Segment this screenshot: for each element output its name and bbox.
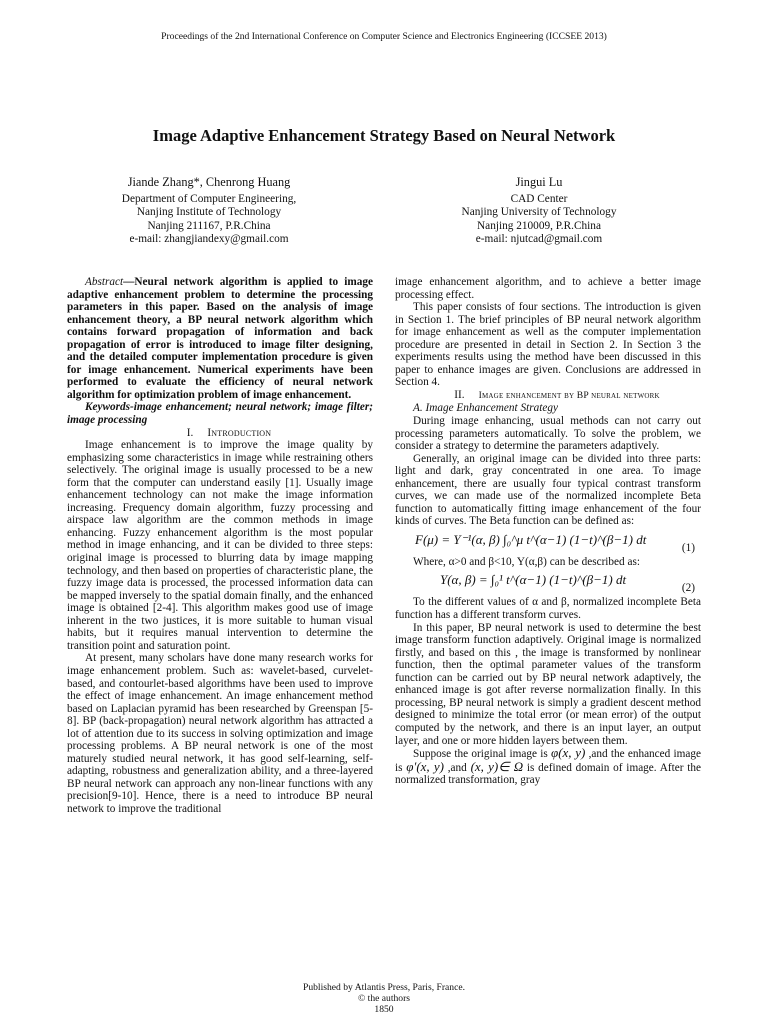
paragraph: To the different values of α and β, normalized incomplete Beta function has a different transform curves. (395, 596, 701, 622)
section-heading (67, 427, 373, 440)
paragraph: image enhancement algorithm, and to achieve a better image processing effect. (395, 276, 701, 301)
equation-expression: Υ(α, β) = ∫₀¹ t^(α−1) (1−t)^(β−1) dt (440, 572, 627, 588)
paragraph: In this paper, BP neural network is used to determine the best image transform function adaptively. Original image is normalized firstly, and based on this , the image is transformed by nonlinear function, then the optimal parameter values of the transform function can be carried out by BP neural network adaptively, the enhanced image is got after reverse normalization finally. In this processing, BP neural network is simply a gradient descent method designed to minimize the total error (or mean error) of the output computed by the network, and there is an input layer, an output layer, and one or more hidden layers between them. (395, 621, 701, 747)
equation-number: (2) (681, 582, 695, 595)
paragraph: During image enhancing, usual methods can not carry out processing parameters automatically. To solve the problem, we consider a strategy to determine the parameters adaptively. (395, 415, 701, 453)
abstract-text: —Neural network algorithm is applied to image adaptive enhancement problem to determine the processing parameters in this paper. Based on the analysis of image enhancement theory, a BP neural network algorithm which contains forward propagation of information and back propagation of error is introduced to image filter designing, and the detailed computer implementation procedure is given for image enhancement. Numerical experiments have been performed to evaluate the efficiency of neural network algorithm for optimization problem of image enhancement. (67, 276, 373, 401)
author-block-1 (90, 176, 328, 247)
paragraph: At present, many scholars have done many research works for image enhancement problem. Such as: wavelet-based, curvelet-based, and contourlet-based algorithms have been used to improve the effect of image enhancement. An image enhancement method based on Laplacian pyramid has been researched by Greenspan [5-8]. BP (back-propagation) neural network algorithm has attracted a lot of attention due to its success in solving optimization and image processing problems. A BP neural network is one of the most maturely studied neural network, it has good self-learning, self-adapting, robustness and generalization ability, and a three-layered BP neural network can approach any non-linear functions with any precision[9-10]. Hence, there is a need to introduce BP neural network to improve the traditional (67, 652, 373, 815)
math-domain: (x, y)∈ Ω (470, 758, 524, 774)
author-addr: Nanjing 210009, P.R.China (477, 219, 601, 232)
text-run: ,and the enhanced image is (395, 748, 702, 774)
author-inst: Nanjing Institute of Technology (136, 206, 282, 219)
author-name: Jingui Lu (515, 175, 563, 189)
left-column (67, 276, 373, 816)
author-inst: Nanjing University of Technology (461, 206, 617, 219)
author-addr: Nanjing 211167, P.R.China (147, 219, 271, 232)
section-title: Introduction (207, 426, 272, 439)
section-number: II. (454, 388, 465, 401)
abstract (67, 276, 373, 401)
author-email: e-mail: njutcad@gmail.com (475, 233, 603, 246)
equation-2 (395, 572, 701, 595)
author-block-2 (430, 176, 648, 247)
page-footer (0, 983, 768, 1015)
math-phi: φ(x, y) (551, 745, 586, 761)
paragraph: Generally, an original image can be divided into three parts: light and dark, gray concentrated in one area. To image enhancement, there are usually four typical contrast transform curves, we can made use of the normalized incomplete Beta function to automatically fitting image enhancement of the four kinds of curves. The Beta function can be defined as: (395, 452, 701, 528)
text-run: ,and (447, 761, 467, 774)
section-title: Image enhancement by BP neural network (478, 389, 660, 401)
publisher-line: Published by Atlantis Press, Paris, France. (302, 982, 466, 993)
author-dept: CAD Center (510, 192, 568, 205)
equation-expression: F(μ) = Υ⁻¹(α, β) ∫₀^μ t^(α−1) (1−t)^(β−1) dt (415, 531, 647, 547)
equation-number: (1) (681, 541, 695, 554)
keywords: Keywords-image enhancement; neural network; image filter; image processing (67, 401, 373, 427)
author-dept: Department of Computer Engineering, (121, 192, 297, 205)
text-run: Suppose the original image is (413, 748, 548, 761)
paragraph: This paper consists of four sections. The introduction is given in Section 1. The brief principles of BP neural network algorithm for image enhancement as well as the computer implementation procedure are presented in detail in Section 2. In Section 3 the experiments results using the method have been discussed in this paper to enhance images are given. Conclusions are addressed in Section 4. (395, 301, 701, 389)
author-email: e-mail: zhangjiandexy@gmail.com (129, 233, 289, 246)
paragraph: Where, α>0 and β<10, Υ(α,β) can be described as: (413, 555, 640, 568)
author-name: Jiande Zhang*, Chenrong Huang (127, 175, 291, 189)
paragraph: Image enhancement is to improve the image quality by emphasizing some characteristics in image while restraining others selectively. The original image is usually processed to be a new form that the computer can understand easily [1]. Usually image enhancement technology can not make the image information increasing. Frequency domain algorithm, fuzzy processing and airspace law algorithm are the common methods in image enhancing. Fuzzy enhancement algorithm is the most popular method in image enhancing, and it can be divided to three steps: original image is processed to blurring data by image mapping technology, and then based on properties of characteristic plane, the fuzzy image data is processed, the processed information data can be mapped inversely to the spatial domain finally, and the enhanced image is obtained [2-4]. This algorithm makes good use of image inherent in the two justices, it is more suitable to human visual habits, but it requires manual intervention to determine the transition point and saturation point. (67, 439, 373, 652)
running-header: Proceedings of the 2nd International Conference on Computer Science and Electronics Engineering (ICCSEE 2013) (161, 31, 607, 42)
equation-1 (395, 532, 701, 552)
text-run: is defined domain of image. After the normalized transformation, gray (395, 761, 701, 787)
paper-title: Image Adaptive Enhancement Strategy Based on Neural Network (152, 126, 616, 145)
copyright-line: © the authors (357, 992, 411, 1004)
section-number: I. (186, 426, 194, 439)
paragraph (395, 747, 701, 787)
abstract-lead: Abstract (85, 276, 124, 288)
page-number: 1850 (374, 1003, 394, 1015)
math-phi-prime: φ′(x, y) (406, 758, 444, 774)
subsection-heading: A. Image Enhancement Strategy (413, 402, 558, 415)
right-column (395, 276, 701, 787)
section-heading (395, 389, 701, 403)
